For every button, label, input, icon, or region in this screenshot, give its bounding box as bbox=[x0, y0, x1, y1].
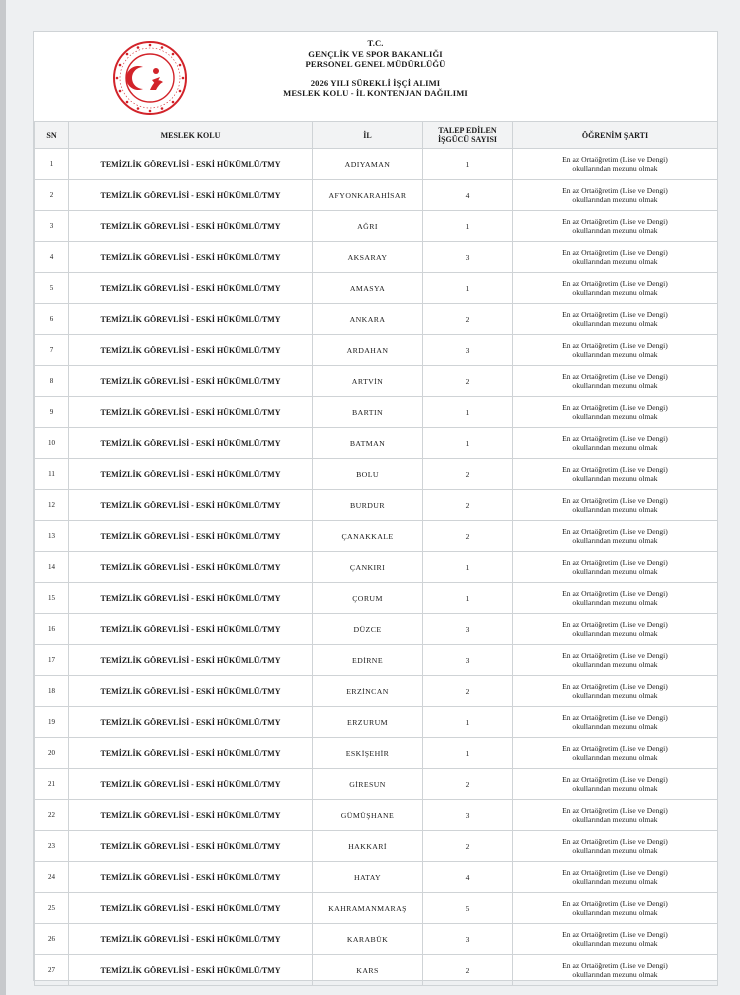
cell-sn: 15 bbox=[35, 583, 69, 614]
cell-sart bbox=[513, 583, 718, 614]
column-header-meslek: MESLEK KOLU bbox=[69, 122, 313, 149]
cell-meslek: TEMİZLİK GÖREVLİSİ - ESKİ HÜKÜMLÜ/TMY bbox=[69, 211, 313, 242]
cell-meslek: TEMİZLİK GÖREVLİSİ - ESKİ HÜKÜMLÜ/TMY bbox=[69, 242, 313, 273]
cell-meslek: TEMİZLİK GÖREVLİSİ - ESKİ HÜKÜMLÜ/TMY bbox=[69, 645, 313, 676]
cell-meslek: TEMİZLİK GÖREVLİSİ - ESKİ HÜKÜMLÜ/TMY bbox=[69, 614, 313, 645]
cell-il: KARABÜK bbox=[313, 924, 423, 955]
cell-sart-line2: okullarından mezunu olmak bbox=[572, 164, 658, 173]
cell-sn: 24 bbox=[35, 862, 69, 893]
cell-meslek: TEMİZLİK GÖREVLİSİ - ESKİ HÜKÜMLÜ/TMY bbox=[69, 552, 313, 583]
cell-il: ARDAHAN bbox=[313, 335, 423, 366]
cell-sn: 5 bbox=[35, 273, 69, 304]
cell-sayi: 3 bbox=[423, 242, 513, 273]
cell-sn: 3 bbox=[35, 211, 69, 242]
cell-meslek: TEMİZLİK GÖREVLİSİ - ESKİ HÜKÜMLÜ/TMY bbox=[69, 366, 313, 397]
cell-sart-line1: En az Ortaöğretim (Lise ve Dengi) bbox=[562, 775, 668, 784]
cell-sayi: 2 bbox=[423, 304, 513, 335]
cell-sn: 9 bbox=[35, 397, 69, 428]
cell-meslek: TEMİZLİK GÖREVLİSİ - ESKİ HÜKÜMLÜ/TMY bbox=[69, 335, 313, 366]
cell-sart-line2: okullarından mezunu olmak bbox=[572, 195, 658, 204]
table-row bbox=[35, 273, 718, 304]
cell-sn: 6 bbox=[35, 304, 69, 335]
cell-il: BARTIN bbox=[313, 397, 423, 428]
cell-sart-line1: En az Ortaöğretim (Lise ve Dengi) bbox=[562, 930, 668, 939]
cell-sart bbox=[513, 428, 718, 459]
table-row bbox=[35, 180, 718, 211]
cell-il: KAHRAMANMARAŞ bbox=[313, 893, 423, 924]
cell-meslek: TEMİZLİK GÖREVLİSİ - ESKİ HÜKÜMLÜ/TMY bbox=[69, 304, 313, 335]
cell-sart-line1: En az Ortaöğretim (Lise ve Dengi) bbox=[562, 527, 668, 536]
cell-sart-line2: okullarından mezunu olmak bbox=[572, 753, 658, 762]
cell-il: AĞRI bbox=[313, 211, 423, 242]
cell-sart-line1: En az Ortaöğretim (Lise ve Dengi) bbox=[562, 899, 668, 908]
document-header bbox=[34, 32, 717, 122]
cell-sart bbox=[513, 862, 718, 893]
table-row bbox=[35, 831, 718, 862]
cell-sart bbox=[513, 893, 718, 924]
table-row bbox=[35, 707, 718, 738]
cell-sart bbox=[513, 304, 718, 335]
cell-sayi: 1 bbox=[423, 552, 513, 583]
cell-meslek: TEMİZLİK GÖREVLİSİ - ESKİ HÜKÜMLÜ/TMY bbox=[69, 459, 313, 490]
cell-il: ARTVİN bbox=[313, 366, 423, 397]
cell-sart bbox=[513, 955, 718, 986]
cell-sayi: 3 bbox=[423, 335, 513, 366]
cell-meslek: TEMİZLİK GÖREVLİSİ - ESKİ HÜKÜMLÜ/TMY bbox=[69, 676, 313, 707]
cell-sart-line2: okullarından mezunu olmak bbox=[572, 226, 658, 235]
table-row bbox=[35, 893, 718, 924]
cell-il: BOLU bbox=[313, 459, 423, 490]
cell-sart-line1: En az Ortaöğretim (Lise ve Dengi) bbox=[562, 620, 668, 629]
table-row bbox=[35, 397, 718, 428]
cell-il: ESKİŞEHİR bbox=[313, 738, 423, 769]
cell-sn: 20 bbox=[35, 738, 69, 769]
cell-sart bbox=[513, 211, 718, 242]
cell-sayi: 2 bbox=[423, 955, 513, 986]
cell-sart-line1: En az Ortaöğretim (Lise ve Dengi) bbox=[562, 868, 668, 877]
table-row bbox=[35, 583, 718, 614]
cell-il: ERZİNCAN bbox=[313, 676, 423, 707]
cell-sart bbox=[513, 459, 718, 490]
cell-sart-line1: En az Ortaöğretim (Lise ve Dengi) bbox=[562, 310, 668, 319]
cell-sart bbox=[513, 366, 718, 397]
cell-sart-line2: okullarından mezunu olmak bbox=[572, 629, 658, 638]
cell-sart-line2: okullarından mezunu olmak bbox=[572, 536, 658, 545]
cell-sart bbox=[513, 800, 718, 831]
cell-sayi: 3 bbox=[423, 800, 513, 831]
column-header-sn: SN bbox=[35, 122, 69, 149]
cell-il: KARS bbox=[313, 955, 423, 986]
cell-sart-line2: okullarından mezunu olmak bbox=[572, 598, 658, 607]
cell-sayi: 4 bbox=[423, 180, 513, 211]
cell-sart-line2: okullarından mezunu olmak bbox=[572, 846, 658, 855]
table-row bbox=[35, 335, 718, 366]
cell-sn: 8 bbox=[35, 366, 69, 397]
table-header-row bbox=[35, 122, 718, 149]
header-ministry: GENÇLİK VE SPOR BAKANLIĞI bbox=[308, 48, 443, 59]
cell-sayi: 1 bbox=[423, 738, 513, 769]
cell-sayi: 2 bbox=[423, 366, 513, 397]
cell-sayi: 1 bbox=[423, 428, 513, 459]
cell-meslek: TEMİZLİK GÖREVLİSİ - ESKİ HÜKÜMLÜ/TMY bbox=[69, 862, 313, 893]
cell-sart bbox=[513, 242, 718, 273]
header-directorate: PERSONEL GENEL MÜDÜRLÜĞÜ bbox=[305, 59, 446, 69]
cell-meslek: TEMİZLİK GÖREVLİSİ - ESKİ HÜKÜMLÜ/TMY bbox=[69, 149, 313, 180]
cell-sayi: 2 bbox=[423, 490, 513, 521]
table-row bbox=[35, 645, 718, 676]
table-row bbox=[35, 211, 718, 242]
cell-sart-line1: En az Ortaöğretim (Lise ve Dengi) bbox=[562, 806, 668, 815]
cell-sn: 13 bbox=[35, 521, 69, 552]
table-row bbox=[35, 149, 718, 180]
cell-sayi: 2 bbox=[423, 676, 513, 707]
cell-il: GÜMÜŞHANE bbox=[313, 800, 423, 831]
header-title-block bbox=[34, 38, 717, 99]
cell-sart-line2: okullarından mezunu olmak bbox=[572, 815, 658, 824]
cell-sart-line1: En az Ortaöğretim (Lise ve Dengi) bbox=[562, 217, 668, 226]
cell-il: HATAY bbox=[313, 862, 423, 893]
cell-sart-line1: En az Ortaöğretim (Lise ve Dengi) bbox=[562, 961, 668, 970]
cell-meslek: TEMİZLİK GÖREVLİSİ - ESKİ HÜKÜMLÜ/TMY bbox=[69, 521, 313, 552]
table-row bbox=[35, 769, 718, 800]
table-row bbox=[35, 800, 718, 831]
header-distribution-title: MESLEK KOLU - İL KONTENJAN DAĞILIMI bbox=[283, 88, 468, 98]
cell-sart-line1: En az Ortaöğretim (Lise ve Dengi) bbox=[562, 744, 668, 753]
quota-table bbox=[34, 121, 718, 986]
cell-sart bbox=[513, 335, 718, 366]
cell-meslek: TEMİZLİK GÖREVLİSİ - ESKİ HÜKÜMLÜ/TMY bbox=[69, 583, 313, 614]
cell-il: BATMAN bbox=[313, 428, 423, 459]
cell-sart bbox=[513, 924, 718, 955]
cell-meslek: TEMİZLİK GÖREVLİSİ - ESKİ HÜKÜMLÜ/TMY bbox=[69, 800, 313, 831]
cell-meslek: TEMİZLİK GÖREVLİSİ - ESKİ HÜKÜMLÜ/TMY bbox=[69, 490, 313, 521]
cell-sart-line1: En az Ortaöğretim (Lise ve Dengi) bbox=[562, 434, 668, 443]
cell-sart-line1: En az Ortaöğretim (Lise ve Dengi) bbox=[562, 837, 668, 846]
cell-sart-line2: okullarından mezunu olmak bbox=[572, 908, 658, 917]
cell-sayi: 3 bbox=[423, 645, 513, 676]
cell-il: HAKKARİ bbox=[313, 831, 423, 862]
cell-sayi: 1 bbox=[423, 707, 513, 738]
cell-sayi: 2 bbox=[423, 831, 513, 862]
cell-il: ÇANKIRI bbox=[313, 552, 423, 583]
cell-sn: 11 bbox=[35, 459, 69, 490]
table-row bbox=[35, 614, 718, 645]
header-tc: T.C. bbox=[367, 38, 384, 48]
cell-sart-line1: En az Ortaöğretim (Lise ve Dengi) bbox=[562, 341, 668, 350]
cell-sn: 2 bbox=[35, 180, 69, 211]
cell-sn: 22 bbox=[35, 800, 69, 831]
cell-sart bbox=[513, 397, 718, 428]
table-body bbox=[35, 149, 718, 986]
table-row bbox=[35, 428, 718, 459]
column-header-sayi-line1: TALEP EDİLEN bbox=[438, 126, 497, 135]
table-row bbox=[35, 552, 718, 583]
table-row bbox=[35, 304, 718, 335]
cell-sayi: 5 bbox=[423, 893, 513, 924]
cell-sart-line1: En az Ortaöğretim (Lise ve Dengi) bbox=[562, 279, 668, 288]
table-row bbox=[35, 366, 718, 397]
cell-sart-line2: okullarından mezunu olmak bbox=[572, 784, 658, 793]
cell-il: AMASYA bbox=[313, 273, 423, 304]
cell-sart bbox=[513, 645, 718, 676]
cell-il: GİRESUN bbox=[313, 769, 423, 800]
cell-sart-line1: En az Ortaöğretim (Lise ve Dengi) bbox=[562, 248, 668, 257]
column-header-sart: ÖĞRENİM ŞARTI bbox=[513, 122, 718, 149]
cell-sart-line1: En az Ortaöğretim (Lise ve Dengi) bbox=[562, 651, 668, 660]
cell-sn: 1 bbox=[35, 149, 69, 180]
cell-sayi: 2 bbox=[423, 459, 513, 490]
table-row bbox=[35, 242, 718, 273]
cell-sart bbox=[513, 180, 718, 211]
cell-sn: 27 bbox=[35, 955, 69, 986]
cell-sn: 19 bbox=[35, 707, 69, 738]
cell-sart-line1: En az Ortaöğretim (Lise ve Dengi) bbox=[562, 155, 668, 164]
cell-il: ERZURUM bbox=[313, 707, 423, 738]
cell-sart-line2: okullarından mezunu olmak bbox=[572, 505, 658, 514]
cell-sn: 14 bbox=[35, 552, 69, 583]
table-row bbox=[35, 676, 718, 707]
cell-sn: 7 bbox=[35, 335, 69, 366]
cell-sart bbox=[513, 521, 718, 552]
cell-sart-line2: okullarından mezunu olmak bbox=[572, 381, 658, 390]
cell-meslek: TEMİZLİK GÖREVLİSİ - ESKİ HÜKÜMLÜ/TMY bbox=[69, 707, 313, 738]
cell-sart-line1: En az Ortaöğretim (Lise ve Dengi) bbox=[562, 372, 668, 381]
cell-sart-line2: okullarından mezunu olmak bbox=[572, 722, 658, 731]
cell-sn: 23 bbox=[35, 831, 69, 862]
cell-sart bbox=[513, 149, 718, 180]
cell-sart bbox=[513, 490, 718, 521]
table-row bbox=[35, 924, 718, 955]
cell-sayi: 3 bbox=[423, 924, 513, 955]
table-row bbox=[35, 738, 718, 769]
cell-meslek: TEMİZLİK GÖREVLİSİ - ESKİ HÜKÜMLÜ/TMY bbox=[69, 273, 313, 304]
cell-sart bbox=[513, 769, 718, 800]
cell-sn: 10 bbox=[35, 428, 69, 459]
cell-sart-line2: okullarından mezunu olmak bbox=[572, 288, 658, 297]
cell-sayi: 2 bbox=[423, 521, 513, 552]
cell-sart-line2: okullarından mezunu olmak bbox=[572, 567, 658, 576]
column-header-sayi-line2: İŞGÜCÜ SAYISI bbox=[437, 135, 498, 144]
cell-il: BURDUR bbox=[313, 490, 423, 521]
cell-sn: 16 bbox=[35, 614, 69, 645]
cell-meslek: TEMİZLİK GÖREVLİSİ - ESKİ HÜKÜMLÜ/TMY bbox=[69, 924, 313, 955]
cell-meslek: TEMİZLİK GÖREVLİSİ - ESKİ HÜKÜMLÜ/TMY bbox=[69, 831, 313, 862]
table-row bbox=[35, 459, 718, 490]
table-row bbox=[35, 490, 718, 521]
table-row bbox=[35, 955, 718, 986]
cell-sart-line2: okullarından mezunu olmak bbox=[572, 350, 658, 359]
cell-sart-line1: En az Ortaöğretim (Lise ve Dengi) bbox=[562, 558, 668, 567]
cell-il: AKSARAY bbox=[313, 242, 423, 273]
cell-sart bbox=[513, 738, 718, 769]
cell-sayi: 3 bbox=[423, 614, 513, 645]
cell-sart-line2: okullarından mezunu olmak bbox=[572, 319, 658, 328]
table-row bbox=[35, 521, 718, 552]
cell-sayi: 2 bbox=[423, 769, 513, 800]
cell-sart-line1: En az Ortaöğretim (Lise ve Dengi) bbox=[562, 465, 668, 474]
cell-sayi: 1 bbox=[423, 149, 513, 180]
cell-il: ANKARA bbox=[313, 304, 423, 335]
cell-sart bbox=[513, 707, 718, 738]
cell-sayi: 1 bbox=[423, 397, 513, 428]
cell-sart-line1: En az Ortaöğretim (Lise ve Dengi) bbox=[562, 713, 668, 722]
cell-meslek: TEMİZLİK GÖREVLİSİ - ESKİ HÜKÜMLÜ/TMY bbox=[69, 180, 313, 211]
cell-meslek: TEMİZLİK GÖREVLİSİ - ESKİ HÜKÜMLÜ/TMY bbox=[69, 893, 313, 924]
cell-sn: 18 bbox=[35, 676, 69, 707]
cell-sart-line2: okullarından mezunu olmak bbox=[572, 660, 658, 669]
cell-sart bbox=[513, 614, 718, 645]
cell-sart bbox=[513, 552, 718, 583]
cell-il: ADIYAMAN bbox=[313, 149, 423, 180]
cell-sn: 17 bbox=[35, 645, 69, 676]
cell-il: AFYONKARAHİSAR bbox=[313, 180, 423, 211]
cell-sart-line2: okullarından mezunu olmak bbox=[572, 877, 658, 886]
viewer-left-edge bbox=[0, 0, 6, 995]
cell-meslek: TEMİZLİK GÖREVLİSİ - ESKİ HÜKÜMLÜ/TMY bbox=[69, 428, 313, 459]
cell-sart-line2: okullarından mezunu olmak bbox=[572, 970, 658, 979]
header-recruitment-title: 2026 YILI SÜREKLİ İŞÇİ ALIMI bbox=[310, 77, 441, 88]
cell-sn: 26 bbox=[35, 924, 69, 955]
column-header-il: İL bbox=[313, 122, 423, 149]
cell-sart-line2: okullarından mezunu olmak bbox=[572, 257, 658, 266]
cell-sart-line2: okullarından mezunu olmak bbox=[572, 939, 658, 948]
cell-sart bbox=[513, 676, 718, 707]
cell-sn: 4 bbox=[35, 242, 69, 273]
cell-sn: 21 bbox=[35, 769, 69, 800]
cell-sart bbox=[513, 831, 718, 862]
cell-sayi: 4 bbox=[423, 862, 513, 893]
column-header-sayi bbox=[423, 122, 513, 149]
cell-sart-line1: En az Ortaöğretim (Lise ve Dengi) bbox=[562, 682, 668, 691]
cell-sn: 25 bbox=[35, 893, 69, 924]
cell-il: DÜZCE bbox=[313, 614, 423, 645]
cell-il: ÇORUM bbox=[313, 583, 423, 614]
cell-sart-line2: okullarından mezunu olmak bbox=[572, 412, 658, 421]
cell-sart-line2: okullarından mezunu olmak bbox=[572, 691, 658, 700]
document-page bbox=[33, 31, 718, 981]
cell-meslek: TEMİZLİK GÖREVLİSİ - ESKİ HÜKÜMLÜ/TMY bbox=[69, 738, 313, 769]
cell-sart-line1: En az Ortaöğretim (Lise ve Dengi) bbox=[562, 496, 668, 505]
cell-sart-line1: En az Ortaöğretim (Lise ve Dengi) bbox=[562, 589, 668, 598]
cell-sart-line1: En az Ortaöğretim (Lise ve Dengi) bbox=[562, 403, 668, 412]
cell-sayi: 1 bbox=[423, 273, 513, 304]
cell-sayi: 1 bbox=[423, 583, 513, 614]
cell-meslek: TEMİZLİK GÖREVLİSİ - ESKİ HÜKÜMLÜ/TMY bbox=[69, 397, 313, 428]
cell-sn: 12 bbox=[35, 490, 69, 521]
cell-sayi: 1 bbox=[423, 211, 513, 242]
cell-il: EDİRNE bbox=[313, 645, 423, 676]
cell-meslek: TEMİZLİK GÖREVLİSİ - ESKİ HÜKÜMLÜ/TMY bbox=[69, 955, 313, 986]
cell-sart-line2: okullarından mezunu olmak bbox=[572, 474, 658, 483]
table-row bbox=[35, 862, 718, 893]
cell-sart-line1: En az Ortaöğretim (Lise ve Dengi) bbox=[562, 186, 668, 195]
cell-sart bbox=[513, 273, 718, 304]
cell-sart-line2: okullarından mezunu olmak bbox=[572, 443, 658, 452]
cell-il: ÇANAKKALE bbox=[313, 521, 423, 552]
cell-meslek: TEMİZLİK GÖREVLİSİ - ESKİ HÜKÜMLÜ/TMY bbox=[69, 769, 313, 800]
